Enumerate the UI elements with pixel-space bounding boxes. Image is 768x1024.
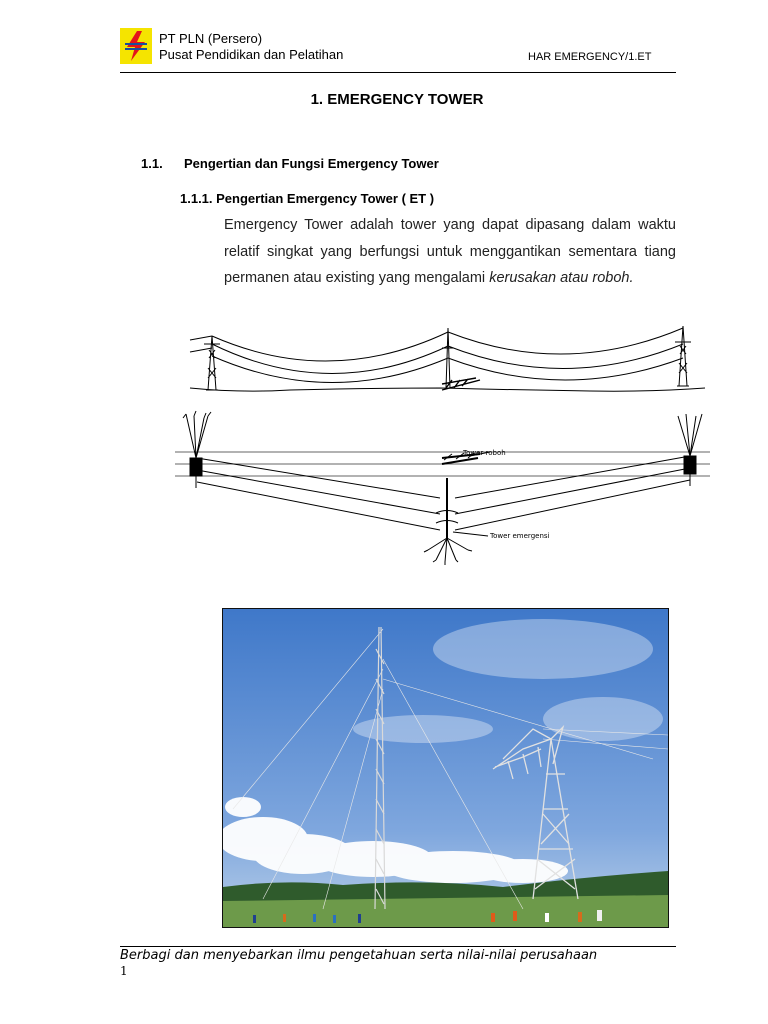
emergency-tower-photo xyxy=(222,608,669,928)
definition-paragraph xyxy=(224,212,676,292)
label-tower-roboh: Tower roboh xyxy=(463,449,506,457)
header-divider xyxy=(120,72,676,73)
department-name: Pusat Pendidikan dan Pelatihan xyxy=(159,47,344,62)
footer-text: Berbagi dan menyebarkan ilmu pengetahuan serta nilai-nilai perusahaan xyxy=(120,948,598,963)
page-number: 1 xyxy=(120,964,128,978)
document-code: HAR EMERGENCY/1.ET xyxy=(528,51,652,63)
chapter-title: 1. EMERGENCY TOWER xyxy=(310,91,484,108)
paragraph-italic: kerusakan atau roboh. xyxy=(489,270,634,286)
label-tower-emergensi: Tower emergensi xyxy=(490,532,550,540)
pln-logo xyxy=(120,28,152,64)
footer-divider xyxy=(120,946,676,947)
paragraph-text: Emergency Tower adalah tower yang dapat dipasang dalam waktu relatif singkat yang berfungsi untuk menggantikan sementara tiang permanen atau existing yang mengalami xyxy=(224,217,676,286)
company-name: PT PLN (Persero) xyxy=(159,31,263,46)
section-number: 1.1. xyxy=(141,156,163,171)
subsection-title: 1.1.1. Pengertian Emergency Tower ( ET ) xyxy=(180,191,435,206)
section-title: Pengertian dan Fungsi Emergency Tower xyxy=(184,156,439,171)
tower-diagram xyxy=(170,318,715,568)
